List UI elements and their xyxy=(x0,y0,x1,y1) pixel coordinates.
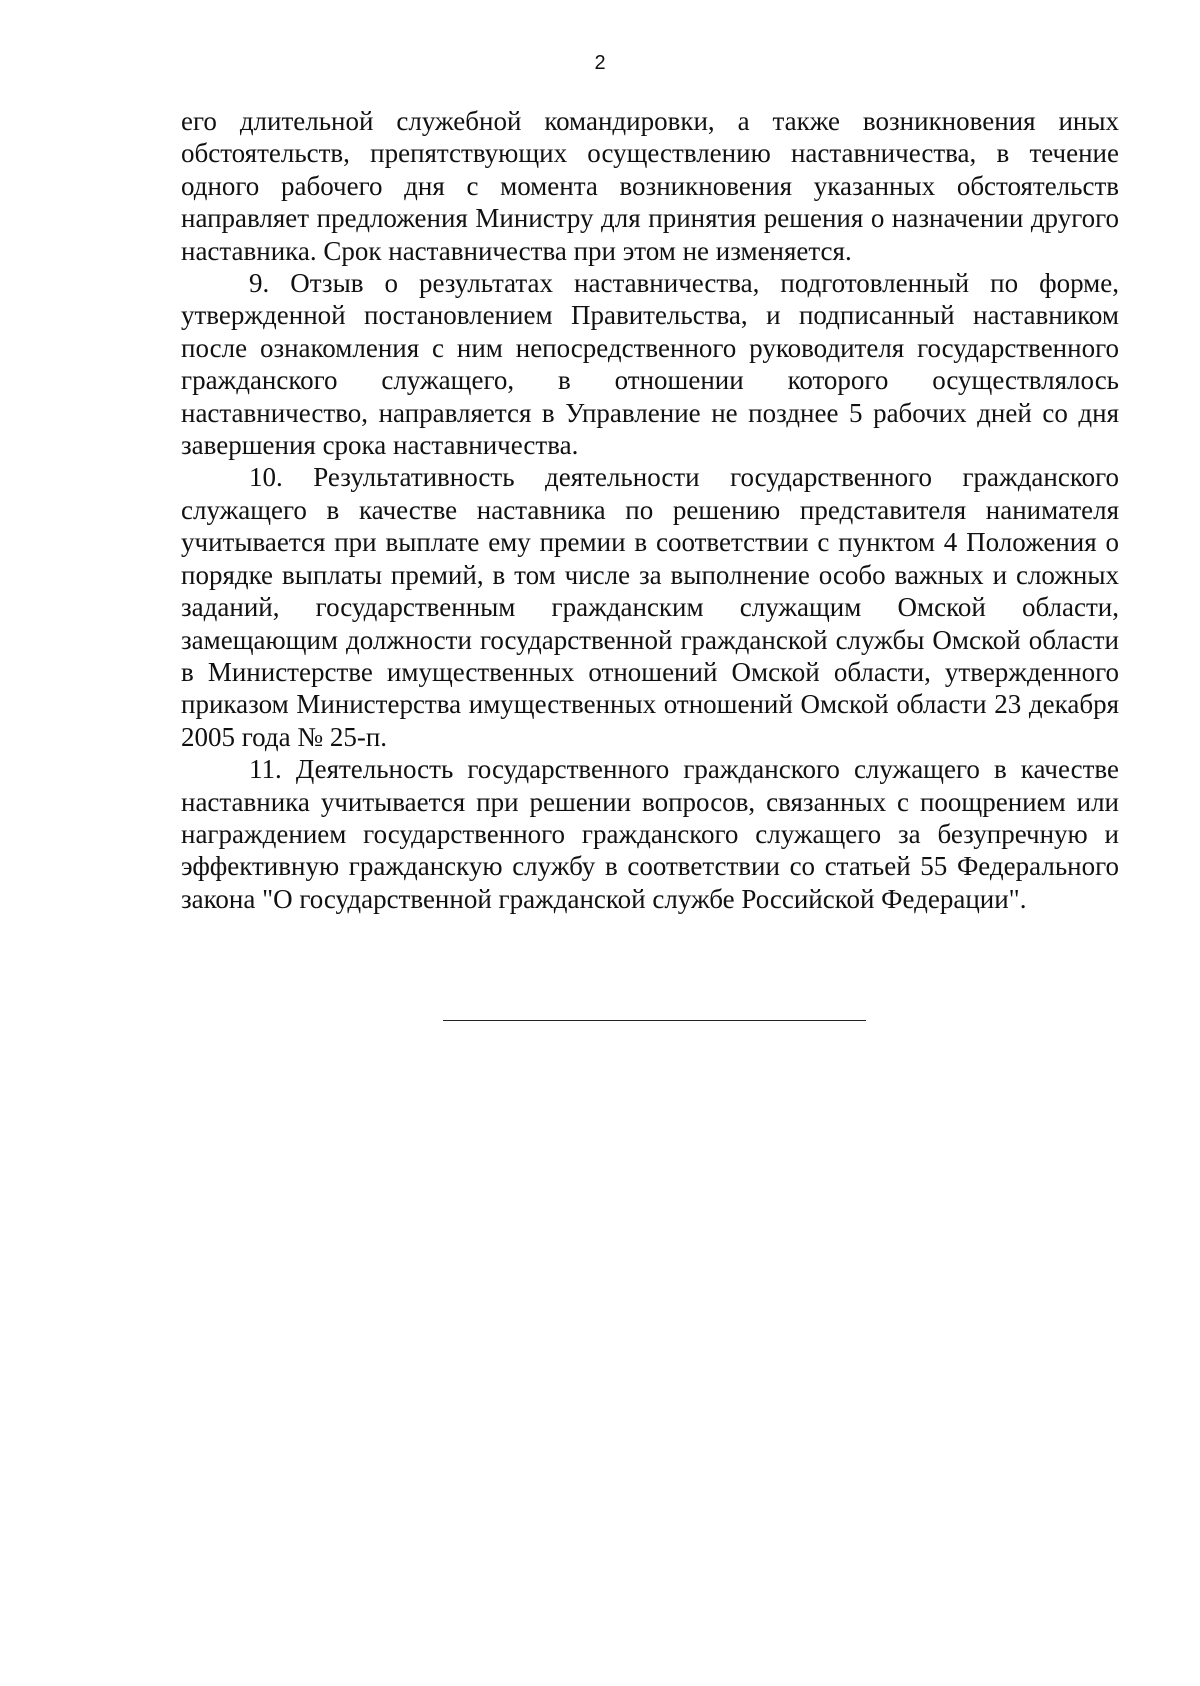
document-body xyxy=(181,105,1119,915)
paragraph-item-10: 10. Результативность деятельности государственного гражданского служащего в качестве наставника по решению представителя нанимателя учитывается при выплате ему премии в соответствии с пунктом 4 Положения о порядке выплаты премий, в том числе за выполнение особо важных и сложных заданий, государственным гражданским служащим Омской области, замещающим должности государственной гражданской службы Омской области в Министерстве имущественных отношений Омской области, утвержденного приказом Министерства имущественных отношений Омской области 23 декабря 2005 года № 25-п. xyxy=(181,462,1119,752)
paragraph-continuation: его длительной служебной командировки, а также возникновения иных обстоятельств, препятствующих осуществлению наставничества, в течение одного рабочего дня с момента возникновения указанных обстоятельств направляет предложения Министру для принятия решения о назначении другого наставника. Срок наставничества при этом не изменяется. xyxy=(181,106,1119,266)
page-number: 2 xyxy=(594,52,606,74)
paragraph-item-11: 11. Деятельность государственного гражданского служащего в качестве наставника учитывается при решении вопросов, связанных с поощрением или награждением государственного гражданского служащего за безупречную и эффективную гражданскую службу в соответствии со статьей 55 Федерального закона "О государственной гражданской службе Российской Федерации". xyxy=(181,754,1119,914)
closing-divider-line xyxy=(443,1020,866,1021)
paragraph-item-9: 9. Отзыв о результатах наставничества, подготовленный по форме, утвержденной постановлением Правительства, и подписанный наставником после ознакомления с ним непосредственного руководителя государственного гражданского служащего, в отношении которого осуществлялось наставничество, направляется в Управление не позднее 5 рабочих дней со дня завершения срока наставничества. xyxy=(181,268,1119,461)
